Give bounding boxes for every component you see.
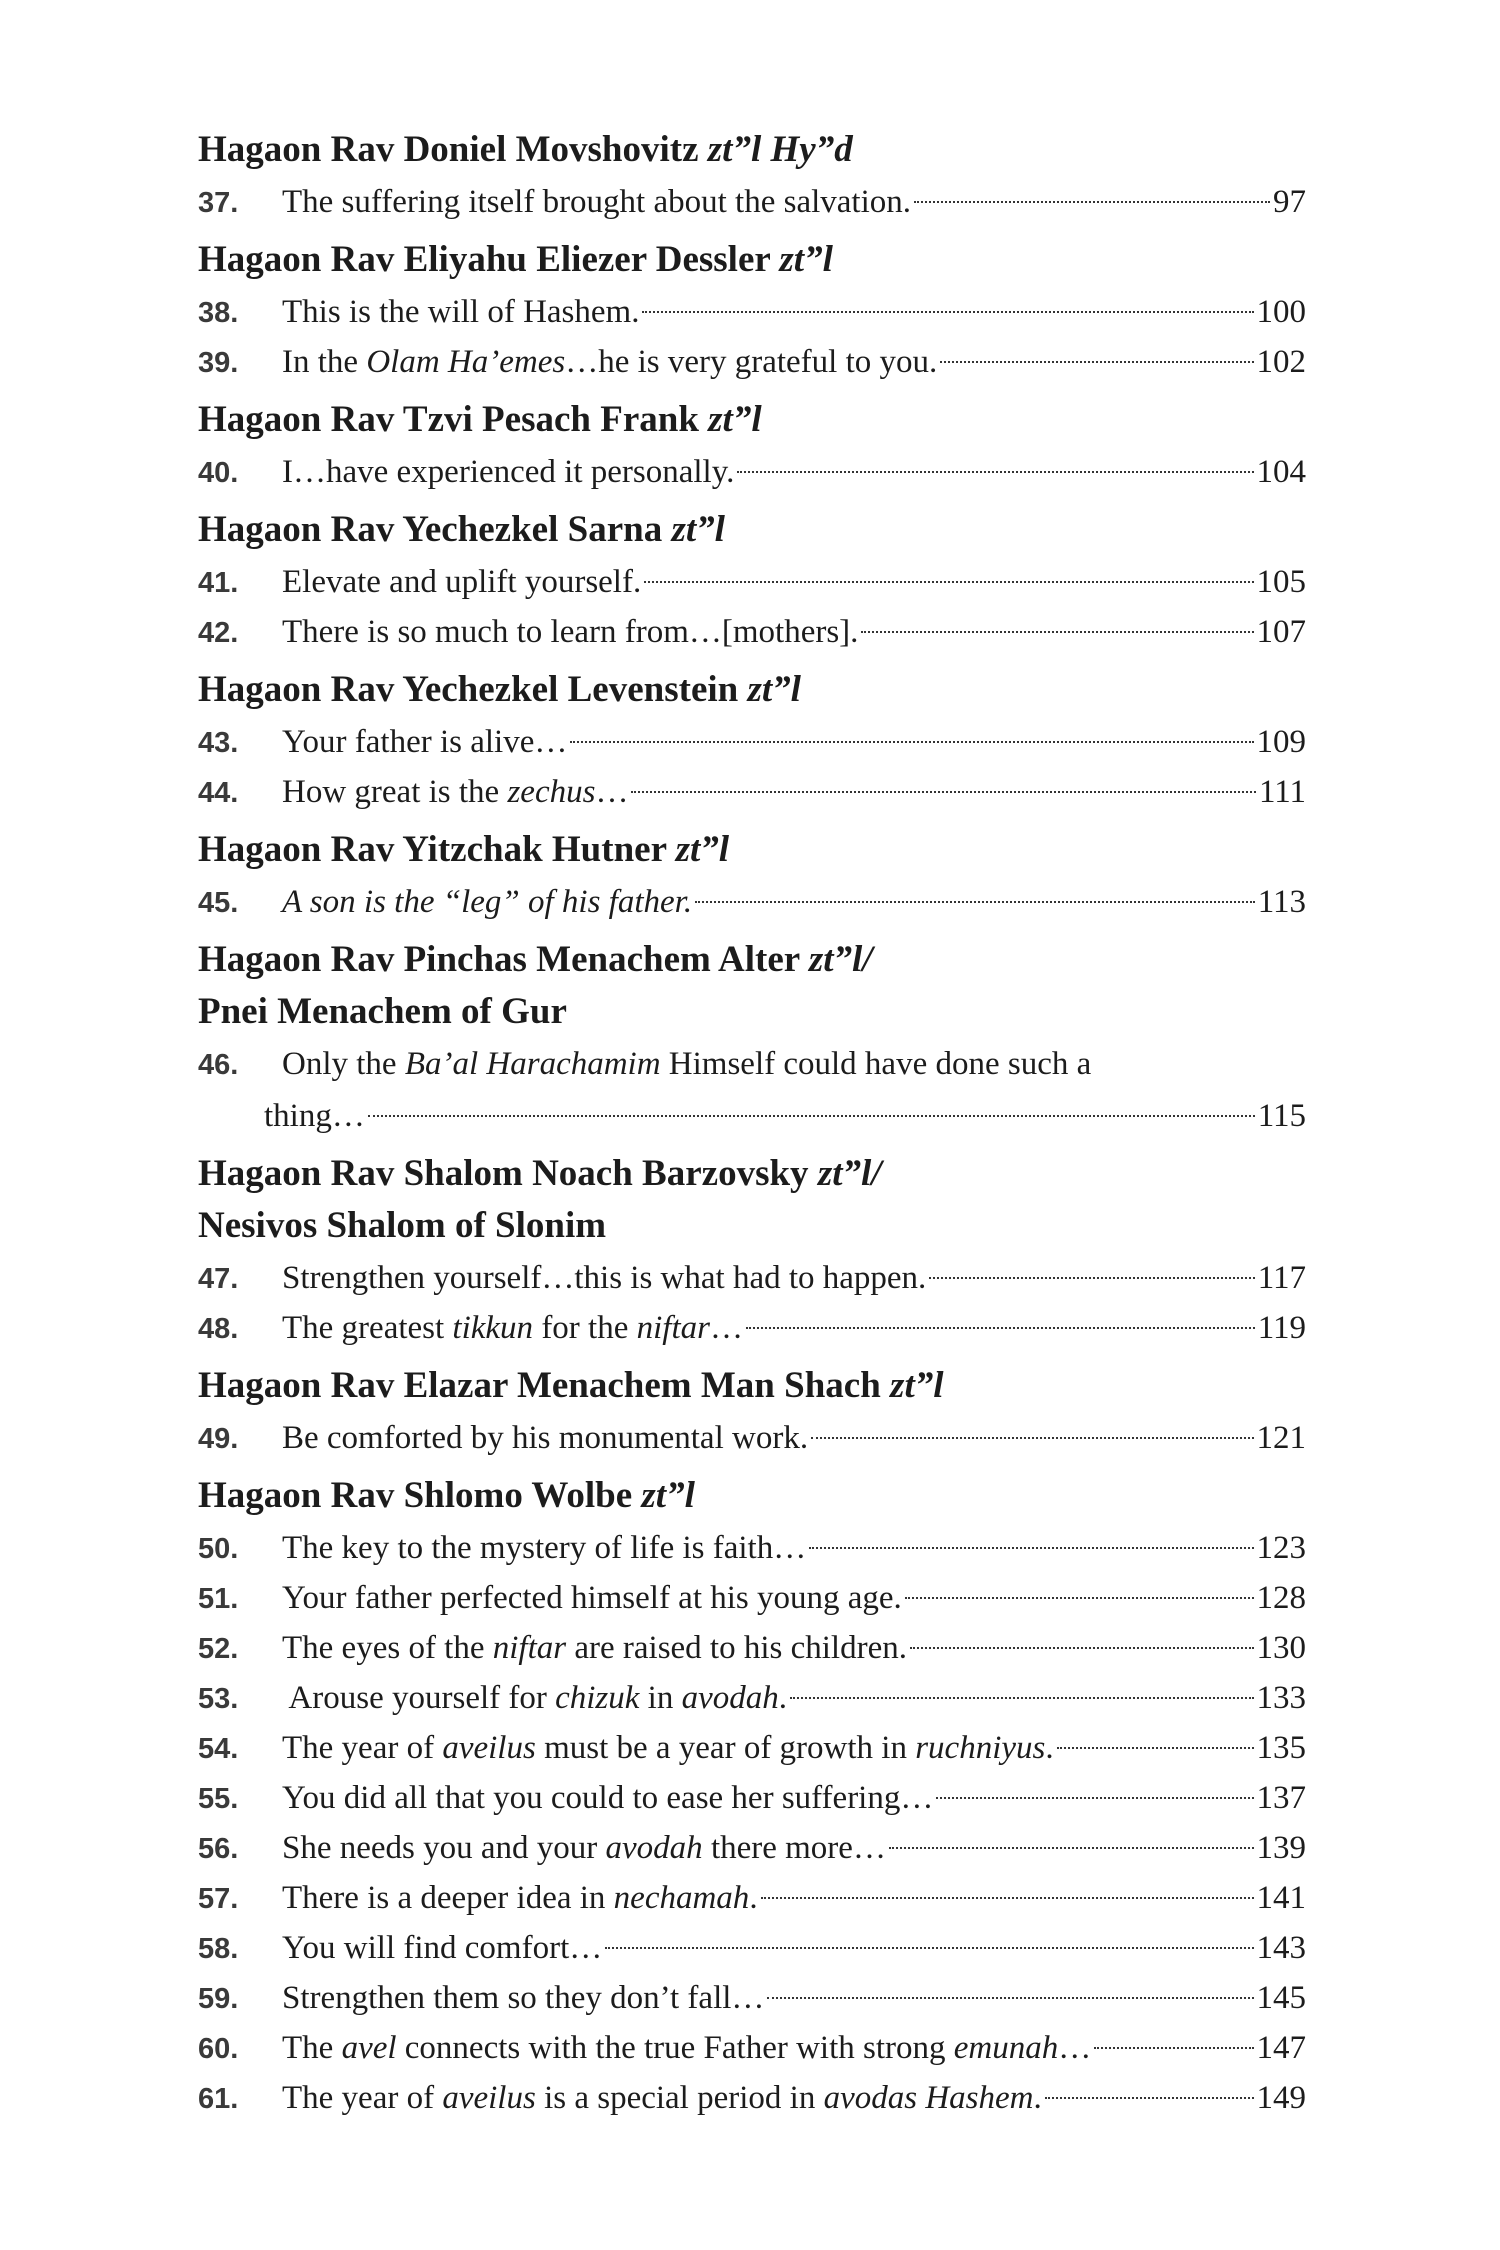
entry-title-italic: niftar [492, 1630, 567, 1666]
entry-title [282, 607, 858, 657]
section-heading-line2: Pnei Menachem of Gur [198, 991, 567, 1032]
entry-title-text: You did all that you could to ease her suffering… [282, 1780, 934, 1816]
page-number: 100 [1256, 294, 1306, 330]
dot-leader [940, 361, 1253, 363]
entry-number: 40. [198, 457, 239, 489]
entry-number: 48. [198, 1313, 239, 1345]
entry-title [282, 1873, 758, 1923]
entry-title-text: there more… [702, 1830, 886, 1866]
entry-title-italic: nechamah [613, 1880, 750, 1916]
entry-title [282, 1973, 764, 2023]
dot-leader [644, 581, 1253, 583]
heading-name: Hagaon Rav Pinchas Menachem Alter [198, 939, 800, 980]
entry-title-italic: Olam Ha’emes [366, 344, 566, 380]
page-number: 145 [1256, 1980, 1306, 2016]
entry-title [282, 2073, 1042, 2123]
entry-number: 52. [198, 1633, 239, 1665]
entry-title-italic: avodas Hashem [823, 2080, 1034, 2116]
entry-title-text: The eyes of the [282, 1630, 493, 1666]
page-number: 139 [1256, 1830, 1306, 1866]
dot-leader [368, 1115, 1255, 1117]
section-heading [198, 1149, 1306, 1199]
entry-title-text: You will find comfort… [282, 1930, 603, 1966]
toc-entry [198, 767, 1306, 817]
entry-title [282, 767, 628, 817]
dot-leader [737, 471, 1253, 473]
heading-honorific: zt”l [675, 829, 730, 870]
entry-title-italic: zechus [507, 774, 596, 810]
entry-number: 38. [198, 297, 239, 329]
heading-honorific: zt”l [671, 509, 725, 550]
toc-entry [198, 2073, 1306, 2123]
entry-number: 49. [198, 1423, 239, 1455]
entry-number: 58. [198, 1933, 239, 1965]
section-heading [198, 395, 1306, 445]
toc-entry [198, 1773, 1306, 1823]
toc-entry [198, 877, 1306, 927]
entry-title-text: . [749, 1880, 758, 1916]
toc-entry [198, 287, 1306, 337]
entry-title [282, 1303, 743, 1353]
toc-entry [198, 1823, 1306, 1873]
entry-title-text: connects with the true Father with strong [396, 2030, 954, 2066]
dot-leader [861, 631, 1253, 633]
toc-entry [198, 1303, 1306, 1353]
entry-title-text: …he is very grateful to you. [565, 344, 938, 380]
heading-name: Hagaon Rav Tzvi Pesach Frank [198, 399, 699, 440]
dot-leader [605, 1947, 1253, 1949]
toc-entry [198, 1039, 1306, 1089]
entry-number: 43. [198, 727, 239, 759]
toc-entry [198, 2023, 1306, 2073]
entry-title-text: The year of [282, 2080, 443, 2116]
toc-entry [198, 177, 1306, 227]
dot-leader [631, 791, 1256, 793]
entry-number: 41. [198, 567, 239, 599]
dot-leader [929, 1277, 1254, 1279]
entry-title-text: In the [282, 344, 367, 380]
entry-title-italic: avodah [605, 1830, 703, 1866]
entry-title-text: thing… [264, 1098, 365, 1134]
entry-number: 51. [198, 1583, 239, 1615]
entry-title-text: is a special period in [535, 2080, 824, 2116]
entry-title [282, 1923, 602, 1973]
heading-honorific: zt”l Hy”d [707, 129, 853, 170]
toc-entry [198, 1723, 1306, 1773]
entry-title [282, 447, 734, 497]
dot-leader [811, 1437, 1253, 1439]
toc-entry [198, 1623, 1306, 1673]
page-number: 104 [1256, 454, 1306, 490]
entry-title-italic: ruchniyus [915, 1730, 1046, 1766]
entry-title [282, 177, 911, 227]
entry-number: 55. [198, 1783, 239, 1815]
entry-title [282, 1823, 886, 1873]
entry-title-italic: A son is the “leg” of his father. [282, 884, 693, 920]
entry-title [282, 1039, 1091, 1089]
entry-title-text: She needs you and your [282, 1830, 606, 1866]
entry-title-text: There is so much to learn from…[mothers]. [282, 614, 859, 650]
section-heading [198, 125, 1306, 175]
entry-title-italic: Ba’al Harachamim [404, 1046, 661, 1082]
entry-title-text: Be comforted by his monumental work. [282, 1420, 809, 1456]
heading-honorific: zt”l [747, 669, 801, 710]
entry-title [282, 337, 937, 387]
entry-number: 53. [198, 1683, 239, 1715]
entry-title-text: Himself could have done such a [660, 1046, 1092, 1082]
page-number: 147 [1256, 2030, 1306, 2066]
entry-title-text: Only the [282, 1046, 405, 1082]
entry-title-text: The year of [282, 1730, 443, 1766]
page-number: 128 [1256, 1580, 1306, 1616]
page-number: 105 [1256, 564, 1306, 600]
page-number: 113 [1257, 884, 1306, 920]
page-number: 123 [1256, 1530, 1306, 1566]
page-number: 107 [1256, 614, 1306, 650]
page-number: 119 [1257, 1310, 1306, 1346]
entry-title-text: Your father perfected himself at his young age. [282, 1580, 902, 1616]
entry-title-text: Your father is alive… [282, 724, 568, 760]
entry-title [282, 877, 692, 927]
heading-honorific: zt”l/ [817, 1153, 882, 1194]
entry-number: 44. [198, 777, 239, 809]
heading-name: Hagaon Rav Yechezkel Sarna [198, 509, 663, 550]
dot-leader [790, 1697, 1254, 1699]
entry-title-text: There is a deeper idea in [282, 1880, 614, 1916]
section-heading [198, 1471, 1306, 1521]
entry-number: 50. [198, 1533, 239, 1565]
page-number: 109 [1256, 724, 1306, 760]
entry-title [282, 1413, 808, 1463]
entry-title [282, 717, 567, 767]
entry-number: 37. [198, 187, 239, 219]
entry-title [282, 1253, 926, 1303]
entry-title [282, 557, 641, 607]
entry-number: 54. [198, 1733, 239, 1765]
entry-title-text: Elevate and uplift yourself. [282, 564, 642, 600]
section-heading-line2: Nesivos Shalom of Slonim [198, 1205, 607, 1246]
entry-title-text: are raised to his children. [566, 1630, 907, 1666]
dot-leader [761, 1897, 1254, 1899]
toc-entry [198, 1573, 1306, 1623]
dot-leader [809, 1547, 1253, 1549]
toc-entry [198, 607, 1306, 657]
entry-number: 39. [198, 347, 239, 379]
dot-leader [914, 201, 1270, 203]
entry-title-text: The greatest [282, 1310, 453, 1346]
entry-title [282, 1723, 1054, 1773]
dot-leader [905, 1597, 1254, 1599]
section-heading [198, 1361, 1306, 1411]
dot-leader [642, 311, 1253, 313]
toc-entry [198, 337, 1306, 387]
entry-number: 59. [198, 1983, 239, 2015]
page-number: 111 [1258, 774, 1306, 810]
toc-entry [198, 1413, 1306, 1463]
page-number: 137 [1256, 1780, 1306, 1816]
page-number: 130 [1256, 1630, 1306, 1666]
heading-name: Hagaon Rav Shalom Noach Barzovsky [198, 1153, 809, 1194]
entry-number: 45. [198, 887, 239, 919]
entry-number: 46. [198, 1049, 239, 1081]
dot-leader [1094, 2047, 1253, 2049]
heading-name: Hagaon Rav Yechezkel Levenstein [198, 669, 739, 710]
entry-title [282, 2023, 1091, 2073]
entry-title-text: How great is the [282, 774, 508, 810]
dot-leader [910, 1647, 1254, 1649]
entry-title-italic: tikkun [452, 1310, 534, 1346]
entry-title-text: The key to the mystery of life is faith… [282, 1530, 807, 1566]
entry-title-italic: chizuk [555, 1680, 640, 1716]
entry-number: 57. [198, 1883, 239, 1915]
toc-entry [198, 1873, 1306, 1923]
section-heading [198, 235, 1306, 285]
toc-entry [198, 1923, 1306, 1973]
entry-title-text: I…have experienced it personally. [282, 454, 735, 490]
entry-title [282, 1573, 902, 1623]
heading-name: Hagaon Rav Yitzchak Hutner [198, 829, 667, 870]
entry-title [282, 1623, 907, 1673]
section-heading [198, 935, 1306, 985]
entry-title [282, 1773, 933, 1823]
toc-entry [198, 447, 1306, 497]
heading-honorific: zt”l [779, 239, 833, 280]
toc-entry [198, 557, 1306, 607]
entry-title [282, 1673, 787, 1723]
page-number: 149 [1256, 2080, 1306, 2116]
entry-title [282, 1523, 806, 1573]
page-number: 141 [1256, 1880, 1306, 1916]
heading-name: Hagaon Rav Elazar Menachem Man Shach [198, 1365, 881, 1406]
heading-honorific: zt”l [708, 399, 762, 440]
dot-leader [767, 1997, 1253, 1999]
toc-entry-continuation [198, 1091, 1306, 1141]
entry-title-italic: emunah [953, 2030, 1059, 2066]
toc-entry [198, 1973, 1306, 2023]
entry-title-text: for the [533, 1310, 637, 1346]
page-number: 102 [1256, 344, 1306, 380]
toc-entry [198, 1253, 1306, 1303]
toc-entry [198, 1523, 1306, 1573]
dot-leader [889, 1847, 1254, 1849]
entry-title-text: … [1058, 2030, 1092, 2066]
section-heading [198, 825, 1306, 875]
entry-title-text: . [778, 1680, 787, 1716]
heading-honorific: zt”l [641, 1475, 695, 1516]
entry-number: 61. [198, 2083, 239, 2115]
entry-title [282, 287, 639, 337]
dot-leader [936, 1797, 1253, 1799]
entry-title-text: Strengthen them so they don’t fall… [282, 1980, 765, 2016]
dot-leader [570, 741, 1253, 743]
dot-leader [1057, 1747, 1254, 1749]
section-heading [198, 505, 1306, 555]
entry-title-text: This is the will of Hashem. [282, 294, 640, 330]
entry-title-italic: niftar [636, 1310, 710, 1346]
entry-title-italic: aveilus [442, 2080, 536, 2116]
page-number: 133 [1256, 1680, 1306, 1716]
entry-title-text: … [709, 1310, 743, 1346]
entry-title-text: Arouse yourself for [282, 1680, 556, 1716]
entry-number: 47. [198, 1263, 239, 1295]
entry-title-text: … [595, 774, 629, 810]
entry-title-text: . [1045, 1730, 1054, 1766]
toc-entry [198, 1673, 1306, 1723]
entry-title-text: Strengthen yourself…this is what had to happen. [282, 1260, 927, 1296]
dot-leader [1045, 2097, 1254, 2099]
entry-title-text: must be a year of growth in [535, 1730, 916, 1766]
page-number: 117 [1257, 1260, 1306, 1296]
entry-number: 42. [198, 617, 239, 649]
dot-leader [695, 901, 1255, 903]
entry-title-italic: aveilus [442, 1730, 536, 1766]
heading-name: Hagaon Rav Doniel Movshovitz [198, 129, 699, 170]
section-heading [198, 665, 1306, 715]
entry-title-italic: avodah [681, 1680, 779, 1716]
heading-honorific: zt”l [890, 1365, 944, 1406]
heading-honorific: zt”l/ [808, 939, 873, 980]
page-number: 121 [1256, 1420, 1306, 1456]
page-number: 135 [1256, 1730, 1306, 1766]
entry-number: 56. [198, 1833, 239, 1865]
dot-leader [746, 1327, 1255, 1329]
page-number: 97 [1273, 184, 1306, 220]
heading-name: Hagaon Rav Shlomo Wolbe [198, 1475, 633, 1516]
toc-entry [198, 717, 1306, 767]
page-number: 143 [1256, 1930, 1306, 1966]
entry-title-italic: avel [341, 2030, 397, 2066]
entry-title-text: . [1033, 2080, 1042, 2116]
entry-number: 60. [198, 2033, 239, 2065]
heading-name: Hagaon Rav Eliyahu Eliezer Dessler [198, 239, 771, 280]
entry-title-text: in [639, 1680, 682, 1716]
entry-title-text: The [282, 2030, 342, 2066]
page-number: 115 [1257, 1098, 1306, 1134]
entry-title-text: The suffering itself brought about the salvation. [282, 184, 911, 220]
